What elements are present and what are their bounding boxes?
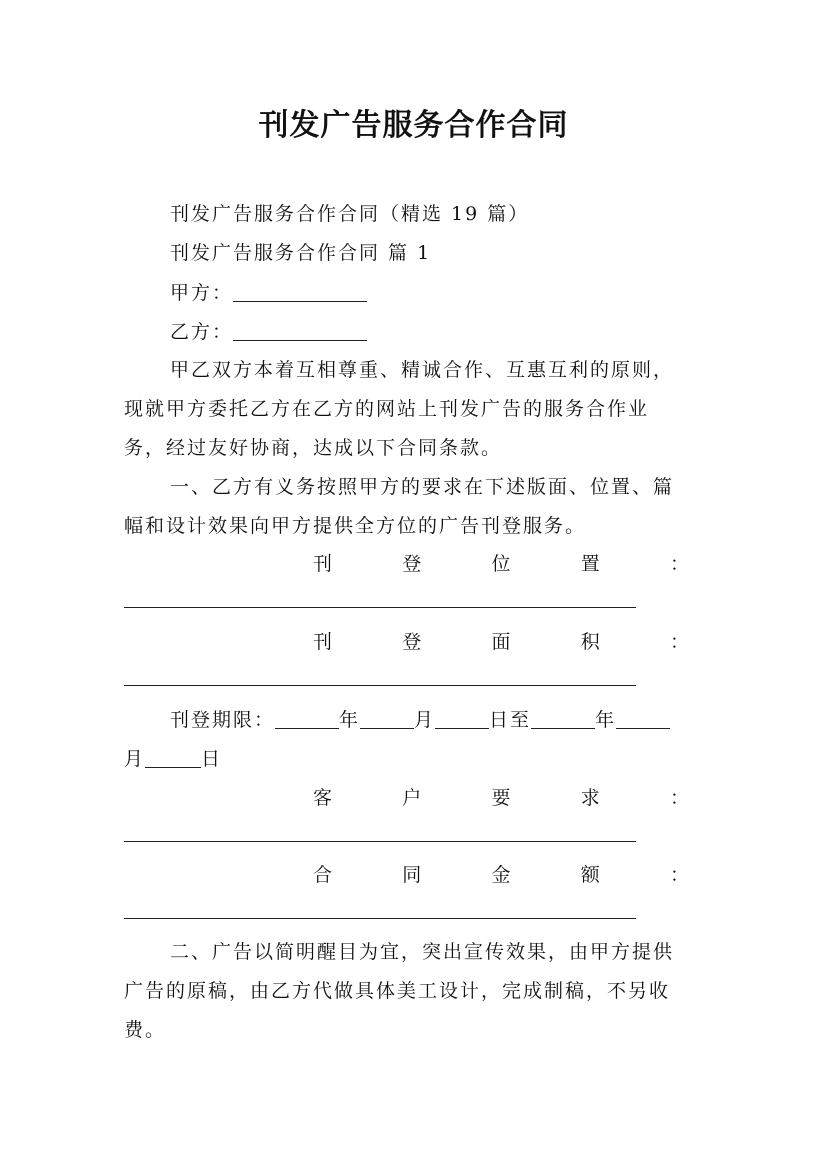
field-position-blank bbox=[124, 607, 636, 608]
start-month-blank bbox=[360, 710, 414, 729]
paragraph-line: 务，经过友好协商，达成以下合同条款。 bbox=[124, 437, 503, 459]
period-line bbox=[170, 705, 670, 732]
field-area-blank bbox=[124, 685, 636, 686]
month-text: 月 bbox=[414, 709, 436, 731]
party-a-line bbox=[170, 278, 367, 305]
end-day-blank bbox=[145, 749, 201, 768]
party-b-blank bbox=[233, 322, 367, 341]
colon: ： bbox=[669, 631, 689, 653]
char: 额 bbox=[580, 864, 600, 886]
paragraph-line: 费。 bbox=[124, 1019, 167, 1041]
field-position-label bbox=[313, 549, 689, 576]
paragraph-line: 二、广告以简明醒目为宜，突出宣传效果，由甲方提供 bbox=[170, 941, 675, 963]
paragraph-line: 一、乙方有义务按照甲方的要求在下述版面、位置、篇 bbox=[170, 476, 675, 498]
field-requirement-label bbox=[313, 783, 689, 810]
party-a-blank bbox=[233, 283, 367, 302]
char: 刊 bbox=[313, 553, 333, 575]
start-day-blank bbox=[435, 710, 489, 729]
paragraph-line: 甲乙双方本着互相尊重、精诚合作、互惠互利的原则， bbox=[170, 359, 675, 381]
field-area-label bbox=[313, 627, 689, 654]
char: 面 bbox=[491, 631, 511, 653]
day-text: 日 bbox=[201, 748, 223, 770]
colon: ： bbox=[669, 787, 689, 809]
party-b-label: 乙方： bbox=[170, 321, 234, 343]
day-to-text: 日至 bbox=[489, 709, 532, 731]
end-month-blank-part bbox=[616, 710, 670, 729]
colon: ： bbox=[669, 864, 689, 886]
month-text: 月 bbox=[124, 748, 146, 770]
char: 客 bbox=[313, 787, 333, 809]
field-requirement-blank bbox=[124, 841, 636, 842]
period-line-cont bbox=[124, 744, 222, 771]
end-year-blank bbox=[531, 710, 595, 729]
party-b-line bbox=[170, 317, 367, 344]
section-heading: 刊发广告服务合作合同 篇 1 bbox=[170, 242, 432, 264]
year-text: 年 bbox=[595, 709, 617, 731]
start-year-blank bbox=[275, 710, 339, 729]
char: 登 bbox=[402, 553, 422, 575]
party-a-label: 甲方： bbox=[170, 282, 234, 304]
paragraph-line: 现就甲方委托乙方在乙方的网站上刊发广告的服务合作业 bbox=[124, 398, 650, 420]
char: 求 bbox=[580, 787, 600, 809]
char: 刊 bbox=[313, 631, 333, 653]
field-amount-label bbox=[313, 860, 689, 887]
char: 位 bbox=[491, 553, 511, 575]
char: 要 bbox=[491, 787, 511, 809]
paragraph-line: 幅和设计效果向甲方提供全方位的广告刊登服务。 bbox=[124, 515, 587, 537]
year-text: 年 bbox=[339, 709, 361, 731]
char: 金 bbox=[491, 864, 511, 886]
char: 合 bbox=[313, 864, 333, 886]
char: 户 bbox=[402, 787, 422, 809]
field-amount-blank bbox=[124, 918, 636, 919]
char: 登 bbox=[402, 631, 422, 653]
document-title: 刊发广告服务合作合同 bbox=[258, 108, 569, 143]
period-label: 刊登期限： bbox=[170, 709, 276, 731]
paragraph-line: 广告的原稿，由乙方代做具体美工设计，完成制稿，不另收 bbox=[124, 980, 671, 1002]
subtitle-line: 刊发广告服务合作合同（精选 19 篇） bbox=[170, 203, 530, 225]
char: 置 bbox=[580, 553, 600, 575]
char: 积 bbox=[580, 631, 600, 653]
colon: ： bbox=[669, 553, 689, 575]
char: 同 bbox=[402, 864, 422, 886]
